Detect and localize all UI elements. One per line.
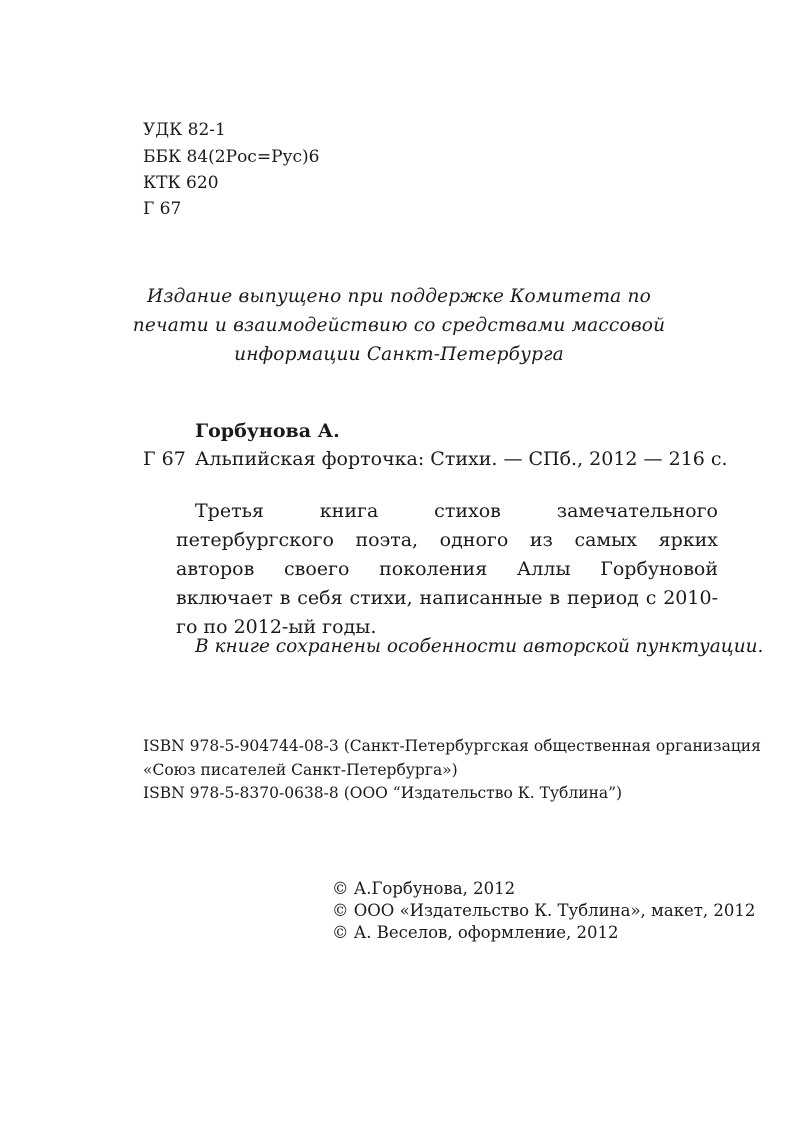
- copyright-author: © А.Горбунова, 2012: [332, 879, 516, 898]
- copyright-design: © А. Веселов, оформление, 2012: [332, 923, 619, 942]
- ktk-code: КТК 620: [143, 173, 219, 193]
- punctuation-note: В книге сохранены особенности авторской пунктуации.: [195, 636, 764, 657]
- isbn-line-3: ISBN 978-5-8370-0638-8 (ООО “Издательство К. Тублина”): [143, 784, 623, 802]
- isbn-line-1: ISBN 978-5-904744-08-3 (Санкт-Петербургская общественная организация: [143, 737, 761, 755]
- isbn-line-2: «Союз писателей Санкт-Петербурга»): [143, 761, 458, 779]
- support-notice-line-3: информации Санкт-Петербурга: [234, 344, 564, 365]
- book-abstract: Третья книга стихов замечательного петербургского поэта, одного из самых ярких авторов своего поколения Аллы Горбуновой включает в себя стихи, написанные в период с 2010-го по 2012-ый годы.: [176, 500, 718, 638]
- author-name: Горбунова А.: [195, 420, 340, 442]
- support-notice-line-2: печати и взаимодействию со средствами массовой: [132, 315, 666, 336]
- support-notice-line-1: Издание выпущено при поддержке Комитета по: [147, 286, 651, 307]
- copyright-publisher: © ООО «Издательство К. Тублина», макет, 2012: [332, 901, 756, 920]
- bibliographic-description: Альпийская форточка: Стихи. — СПб., 2012 — 216 с.: [195, 448, 728, 470]
- udk-code: УДК 82-1: [143, 120, 226, 140]
- author-sign-code: Г 67: [143, 199, 182, 219]
- bbk-code: ББК 84(2Рос=Рус)6: [143, 147, 320, 167]
- catalog-code: Г 67: [143, 448, 186, 470]
